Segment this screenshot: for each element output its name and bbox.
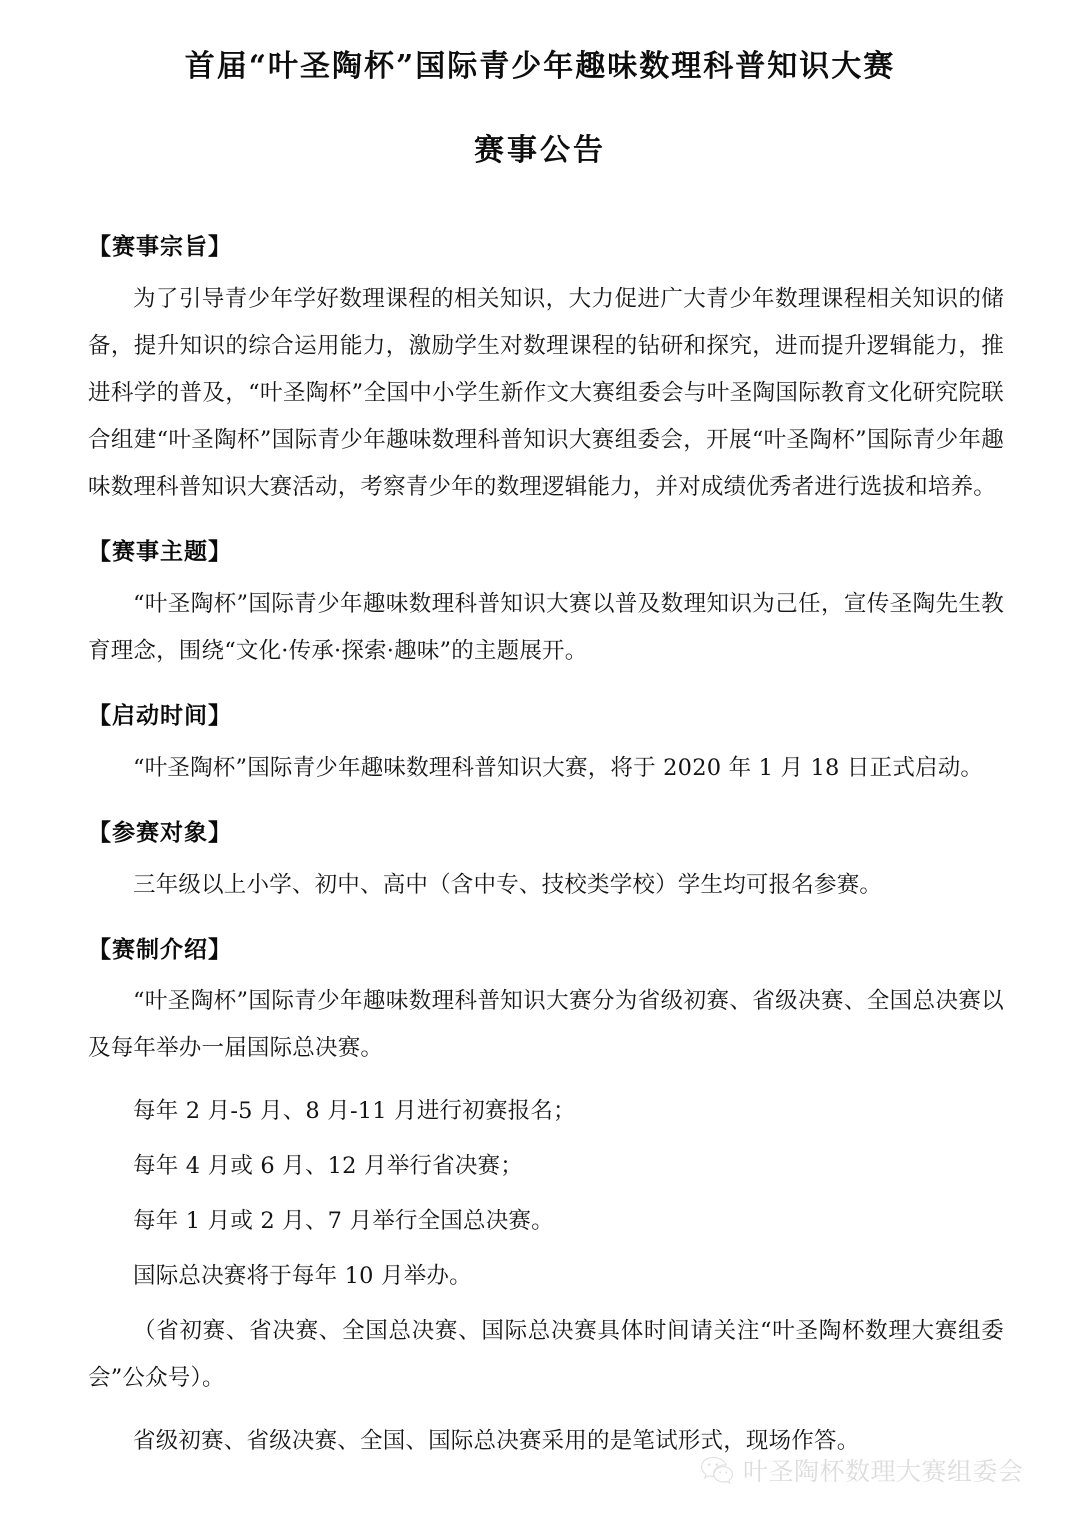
schedule-line-provincial-final: 每年 4 月或 6 月、12 月举行省决赛；: [133, 1153, 523, 1180]
page-subtitle: 赛事公告: [474, 132, 606, 168]
wechat-icon: [700, 1456, 734, 1484]
paragraph-theme-1: “叶圣陶杯”国际青少年趣味数理科普知识大赛以普及数理知识为己任，宣传圣陶先生教育理念，围绕“文化·传承·探索·趣味”的主题展开。: [88, 590, 1004, 664]
watermark-text: 叶圣陶杯数理大赛组委会: [743, 1457, 1024, 1486]
section-heading-participants: 【参赛对象】: [88, 818, 232, 846]
schedule-line-international-final: 国际总决赛将于每年 10 月举办。: [133, 1263, 472, 1290]
spacer: [88, 1190, 1004, 1198]
section-purpose: [88, 232, 1004, 511]
spacer: [88, 1300, 1004, 1308]
section-participants: [88, 818, 1004, 909]
paragraph-format-note: （省初赛、省决赛、全国总决赛、国际总决赛具体时间请关注“叶圣陶杯数理大赛组委会”公众号）。: [88, 1318, 1004, 1392]
paragraph-start-time-1: “叶圣陶杯”国际青少年趣味数理科普知识大赛，将于 2020 年 1 月 18 日正式启动。: [133, 754, 984, 781]
spacer: [88, 1080, 1004, 1088]
spacer: [88, 1245, 1004, 1253]
paragraph-purpose-1: 为了引导青少年学好数理课程的相关知识，大力促进广大青少年数理课程相关知识的储备，提升知识的综合运用能力，激励学生对数理课程的钻研和探究，进而提升逻辑能力，推进科学的普及，“叶圣陶杯”全国中小学生新作文大赛组委会与叶圣陶国际教育文化研究院联合组建“叶圣陶杯”国际青少年趣味数理科普知识大赛组委会，开展“叶圣陶杯”国际青少年趣味数理科普知识大赛活动，考察青少年的数理逻辑能力，并对成绩优秀者进行选拔和培养。: [88, 285, 1004, 500]
section-format: [88, 935, 1004, 1466]
watermark: [700, 1452, 1024, 1488]
schedule-line-national-final: 每年 1 月或 2 月、7 月举行全国总决赛。: [133, 1208, 554, 1235]
section-theme: [88, 537, 1004, 675]
paragraph-participants-1: 三年级以上小学、初中、高中（含中专、技校类学校）学生均可报名参赛。: [133, 871, 883, 898]
schedule-line-preliminary-registration: 每年 2 月-5 月、8 月-11 月进行初赛报名；: [133, 1098, 576, 1125]
spacer: [88, 1410, 1004, 1418]
section-start-time: [88, 701, 1004, 792]
section-heading-theme: 【赛事主题】: [88, 537, 232, 565]
page-title: 首届“叶圣陶杯”国际青少年趣味数理科普知识大赛: [184, 49, 896, 84]
paragraph-format-exam-mode: 省级初赛、省级决赛、全国、国际总决赛采用的是笔试形式，现场作答。: [133, 1428, 860, 1455]
section-heading-start-time: 【启动时间】: [88, 701, 232, 729]
document-body: [88, 232, 1004, 1465]
title-block: [0, 0, 1080, 169]
section-heading-format: 【赛制介绍】: [88, 935, 232, 963]
section-heading-purpose: 【赛事宗旨】: [88, 233, 232, 260]
paragraph-format-1: “叶圣陶杯”国际青少年趣味数理科普知识大赛分为省级初赛、省级决赛、全国总决赛以及每年举办一届国际总决赛。: [88, 988, 1004, 1062]
spacer: [88, 1135, 1004, 1143]
